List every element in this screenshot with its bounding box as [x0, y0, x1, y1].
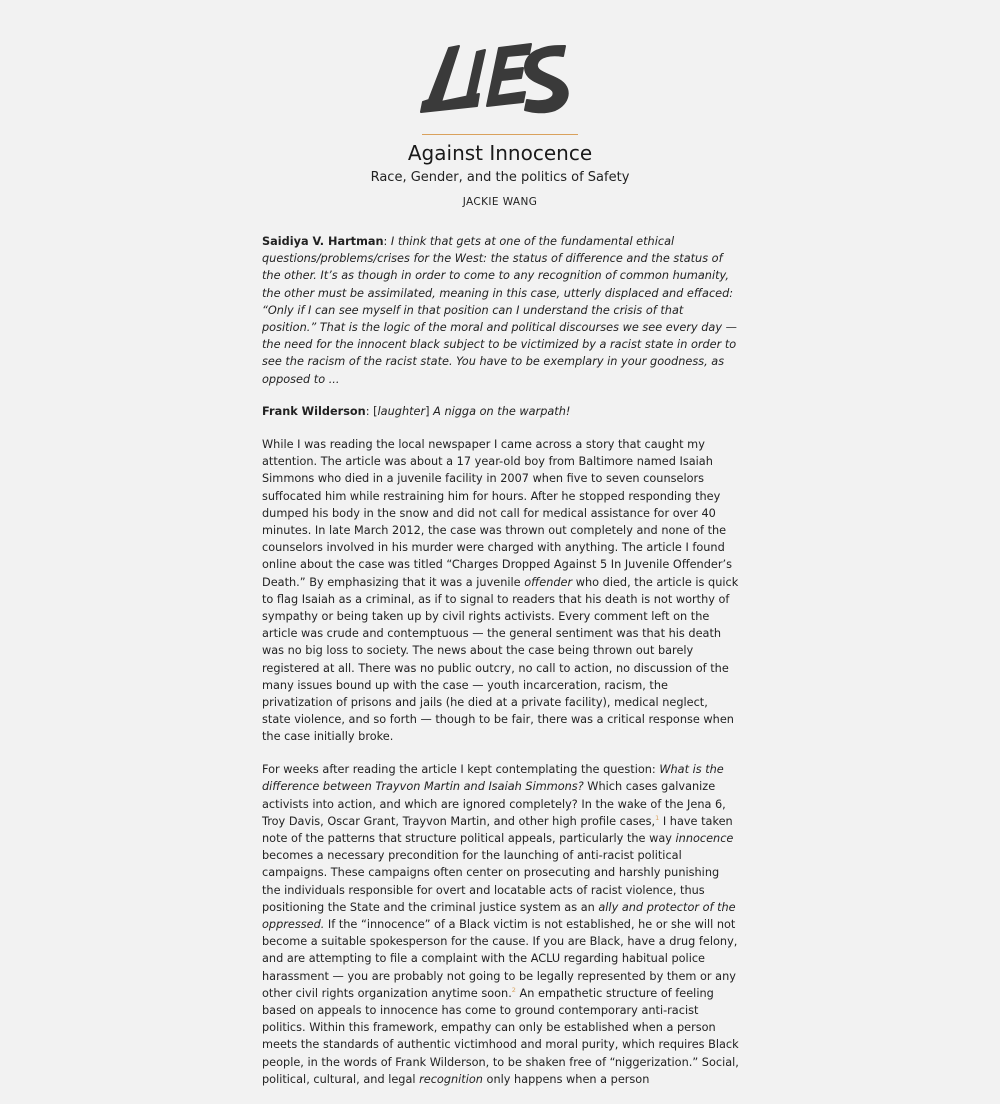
- text-run: For weeks after reading the article I kept contemplating the question:: [262, 763, 660, 777]
- body-paragraph-1: [262, 436, 740, 746]
- page-title: Against Innocence: [407, 141, 593, 165]
- footnote-link-1[interactable]: 1: [655, 814, 660, 823]
- speaker-separator: :: [383, 235, 391, 248]
- article-body: [262, 233, 740, 1104]
- text-run: I have taken note of the patterns that structure political appeals, particularly the way: [262, 814, 733, 845]
- speaker-name: Saidiya V. Hartman: [262, 235, 384, 248]
- epigraph-hartman: [262, 233, 740, 388]
- text-run: only happens when a person: [482, 1072, 650, 1086]
- quote-text: A nigga on the warpath!: [433, 405, 571, 419]
- quote-text: I think that gets at one of the fundamental ethical questions/problems/crises for the West: the status of difference and the status of the other. It’s as though in order to come to any recognition of common humanity, the other must be assimilated, meaning in this case, utterly displaced and effaced: “Only if I can see myself in that position can I understand the crisis of that position.” That is the logic of the moral and political discourses we see every day — the need for the innocent black subject to be victimized by a racist state in order to see the racism of the racist state. You have to be exemplary in your goodness, as opposed to ...: [262, 235, 737, 386]
- text-run: While I was reading the local newspaper I came across a story that caught my attention. The article was about a 17 year-old boy from Baltimore named Isaiah Simmons who died in a juvenile facility in 2007 when five to seven counselors suffocated him while restraining him for hours. After he stopped responding they dumped his body in the snow and did not call for medical assistance for over 40 minutes. In late March 2012, the case was thrown out completely and none of the counselors involved in his murder were charged with anything. The article I found online about the case was titled “Charges Dropped Against 5 In Juvenile Offender’s Death.” By emphasizing that it was a juvenile: [262, 438, 732, 589]
- text-run: An empathetic structure of feeling based on appeals to innocence has come to ground contemporary anti-racist politics. Within this framework, empathy can only be established when a person meets the standards of authentic victimhood and moral purity, which requires Black people, in the words of Frank Wilderson, to be shaken free of “niggerization.” Social, political, cultural, and legal: [262, 986, 739, 1086]
- masthead: [0, 40, 1000, 208]
- bracket-close: ]: [425, 405, 434, 419]
- emphasis: innocence: [675, 832, 734, 845]
- speaker-separator: : [: [365, 405, 378, 419]
- text-run: becomes a necessary precondition for the launching of anti-racist political campaigns. These campaigns often center on prosecuting and harshly punishing the individuals responsible for overt and locatable acts of racist violence, thus positioning the State and the criminal justice system as an: [262, 849, 720, 914]
- emphasis: recognition: [419, 1072, 483, 1086]
- text-run: Which cases galvanize activists into action, and which are ignored completely? In the wake of the Jena 6, Troy Davis, Oscar Grant, Trayvon Martin, and other high profile cases,: [262, 780, 726, 828]
- speaker-name: Frank Wilderson: [262, 405, 366, 419]
- emphasis: offender: [524, 575, 573, 589]
- emphasis: What is the difference between Trayvon Martin and Isaiah Simmons?: [262, 763, 724, 794]
- lies-logo: [415, 40, 585, 126]
- accent-divider: [422, 134, 578, 135]
- epigraph-wilderson: [262, 403, 740, 420]
- author-byline: JACKIE WANG: [462, 196, 538, 208]
- body-paragraph-2: [262, 761, 740, 1088]
- footnote-link-2[interactable]: 2: [511, 986, 516, 995]
- text-run: who died, the article is quick to flag Isaiah as a criminal, as if to signal to readers that his death is not worthy of sympathy or being taken up by civil rights activists. Every comment left on the article was crude and contemptuous — the general sentiment was that his death was no big loss to society. The news about the case being thrown out barely registered at all. There was no public outcry, no call to action, no discussion of the many issues bound up with the case — youth incarceration, racism, the privatization of prisons and jails (he died at a private facility), medical neglect, state violence, and so forth — though to be fair, there was a critical response when the case initially broke.: [262, 575, 739, 744]
- text-run: If the “innocence” of a Black victim is not established, he or she will not become a suitable spokesperson for the cause. If you are Black, have a drug felony, and are attempting to file a complaint with the ACLU regarding habitual police harassment — you are probably not going to be legally represented by them or any other civil rights organization anytime soon.: [262, 918, 738, 1000]
- page-subtitle: Race, Gender, and the politics of Safety: [370, 170, 630, 185]
- emphasis: ally and protector of the oppressed.: [262, 900, 736, 932]
- stage-direction: laughter: [377, 405, 426, 419]
